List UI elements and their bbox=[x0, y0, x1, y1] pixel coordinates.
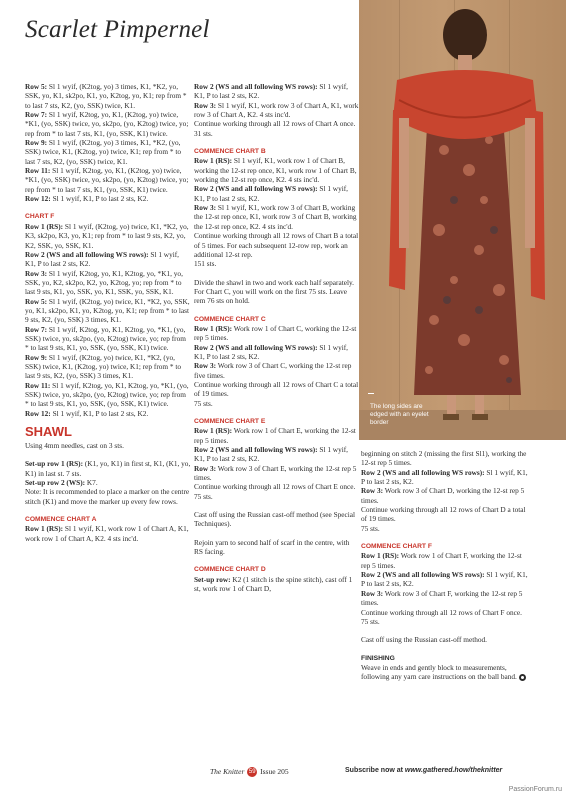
instruction-text: Continue working through all 12 rows of Chart C a total of 19 times. bbox=[194, 379, 359, 399]
instruction-text: Work row 3 of Chart D, working the 12-st rep 5 times. bbox=[361, 486, 525, 505]
instruction-text: Sl 1 wyif, K1, P to last 2 sts, K2. bbox=[50, 408, 149, 418]
instruction-paragraph bbox=[25, 487, 191, 506]
instruction-text: Sl 1 wyif, K1, work row 1 of Chart A, K1, work row 1 of Chart A, K2. 4 sts inc'd. bbox=[25, 524, 189, 543]
subsection-heading: COMMENCE CHART D bbox=[194, 566, 266, 574]
instruction-paragraph bbox=[25, 110, 191, 138]
instruction-paragraph bbox=[194, 399, 360, 408]
row-label: Row 1 (RS): bbox=[194, 156, 233, 166]
instruction-paragraph bbox=[361, 608, 531, 617]
page-footer bbox=[210, 767, 540, 777]
instruction-text: 31 sts. bbox=[194, 128, 213, 138]
instruction-paragraph bbox=[361, 635, 531, 644]
instruction-paragraph bbox=[194, 184, 360, 203]
subsection-heading: COMMENCE CHART A bbox=[25, 516, 97, 524]
magazine-name: The Knitter bbox=[210, 767, 245, 776]
row-label: Row 1 (RS): bbox=[194, 426, 233, 436]
instruction-paragraph bbox=[194, 426, 360, 445]
instruction-text: 75 sts. bbox=[361, 523, 380, 533]
instruction-paragraph bbox=[194, 278, 360, 306]
instruction-paragraph bbox=[194, 129, 360, 138]
instruction-paragraph bbox=[194, 82, 360, 101]
instruction-paragraph bbox=[25, 250, 191, 269]
instruction-text: Sl 1 wyif, K1, P to last 2 sts, K2. bbox=[25, 249, 179, 269]
instruction-text: Note: It is recommended to place a marker on the centre stitch (K1) and move the marker up every few rows. bbox=[25, 487, 190, 506]
instruction-text: (K1, yo, K1) in first st, K1, (K1, yo, K1) in last st. 7 sts. bbox=[25, 459, 191, 478]
subscribe-line bbox=[345, 767, 502, 774]
instruction-paragraph bbox=[194, 119, 360, 128]
section-heading: SHAWL bbox=[25, 424, 72, 440]
instruction-paragraph bbox=[361, 663, 531, 682]
instruction-text: Sl 1 wyif, K1, P to last 2 sts, K2. bbox=[194, 82, 348, 101]
instruction-paragraph bbox=[25, 478, 191, 487]
instruction-text: Work row 1 of Chart E, working the 12-st rep 5 times. bbox=[194, 426, 356, 445]
subsection-heading: COMMENCE CHART F bbox=[361, 543, 432, 551]
instruction-text: Cast off using the Russian cast-off method. bbox=[361, 635, 487, 645]
page-title: Scarlet Pimpernel bbox=[25, 16, 210, 43]
instruction-paragraph bbox=[194, 324, 360, 343]
row-label: Row 3: bbox=[194, 463, 217, 473]
row-label: Row 1 (RS): bbox=[25, 221, 64, 231]
instruction-paragraph bbox=[194, 203, 360, 231]
row-label: Row 9: bbox=[25, 352, 48, 362]
instruction-paragraph bbox=[25, 166, 191, 194]
instruction-text: Continue working through all 12 rows of Chart B a total of 5 times. For each subsequent 12-row rep, work an additional 12-st rep. bbox=[194, 231, 359, 259]
instruction-text: Sl 1 wyif, K2tog, yo, K1, K2tog, yo, *K1, (yo, SSK) twice, yo, sk2po, (yo, K2tog) twice, yo; rep from * to last 9 sts, K1, yo, SSK, (yo, SSK, K1) twice. bbox=[25, 324, 186, 353]
row-label: Row 2 (WS and all following WS rows): bbox=[361, 570, 485, 580]
row-label: Row 1 (RS): bbox=[25, 524, 64, 534]
instruction-paragraph bbox=[194, 492, 360, 501]
page-number-badge: 59 bbox=[248, 769, 256, 776]
instruction-text: Sl 1 wyif, K1, P to last 2 sts, K2. bbox=[194, 445, 348, 464]
instruction-text: Cast off using the Russian cast-off method (see Special Techniques). bbox=[194, 510, 356, 529]
instruction-text: Sl 1 wyif, K2tog, yo, K1, K2tog, yo, *K1, (yo, SSK) twice, yo, sk2po, (yo, K2tog) twice, yo; rep from * to last 9 sts, K1, yo, SSK, (yo, SSK, K1) twice. bbox=[25, 380, 189, 409]
row-label: Row 2 (WS and all following WS rows): bbox=[25, 249, 149, 259]
instruction-text: Sl 1 wyif, (K2tog, yo) twice, K1, *K2, (yo, SSK) twice, K1, (K2tog, yo) twice, K1; rep from * to last 9 sts, K2, (yo, SSK) 3 times, K1. bbox=[25, 352, 182, 381]
instruction-text: Sl 1 wyif, (K2tog, yo) 3 times, K1, *K2, yo, SSK, yo, K1, sk2po, K1, yo, K2tog, yo, K1; rep from * to last 7 sts, K2, (yo, SSK) twice, K1. bbox=[25, 82, 187, 110]
instruction-text: Sl 1 wyif, K2tog, yo, K1, K2tog, yo, *K1, yo, SSK, yo, K2, sk2po, K2, yo, K2tog, yo; rep from * to last 9 sts, K1, yo, SSK, yo, K1, SSK, yo, SSK, K1. bbox=[25, 268, 183, 297]
instruction-text: Work row 3 of Chart F, working the 12-st rep 5 times. bbox=[361, 588, 523, 608]
instruction-paragraph bbox=[25, 441, 191, 450]
instruction-paragraph bbox=[25, 409, 191, 418]
instruction-text: Sl 1 wyif, K1, work row 3 of Chart A, K1, work row 3 of Chart A, K2. 4 sts inc'd. bbox=[194, 100, 359, 120]
row-label: Row 2 (WS and all following WS rows): bbox=[361, 467, 485, 477]
instruction-paragraph bbox=[25, 194, 191, 203]
instruction-paragraph bbox=[25, 325, 191, 353]
instruction-text: Sl 1 wyif, K1, work row 1 of Chart B, working the 12-st rep once, K1, work row 1 of Chart B, working the 12-st rep once, K2. 4 sts inc'd. bbox=[194, 156, 357, 185]
row-label: Row 1 (RS): bbox=[194, 323, 233, 333]
instruction-text: K2 (1 stitch is the spine stitch), cast off 1 st, work row 1 of Chart D, bbox=[194, 574, 353, 594]
instruction-text: Divide the shawl in two and work each half separately. For Chart C, you will work on the first 75 sts. Leave rem 76 sts on hold. bbox=[194, 277, 355, 306]
instruction-text: Continue working through all 12 rows of Chart F once. bbox=[361, 607, 522, 617]
row-label: Row 2 (WS and all following WS rows): bbox=[194, 342, 318, 352]
instruction-paragraph bbox=[361, 468, 531, 487]
instruction-paragraph bbox=[194, 445, 360, 464]
row-label: Row 3: bbox=[25, 268, 48, 278]
instruction-paragraph bbox=[361, 486, 531, 505]
instruction-text: Sl 1 wyif, K1, work row 3 of Chart B, working the 12-st rep once, K1, work row 3 of Chart B, working the 12-st rep once, K2. 4 sts inc'd. bbox=[194, 203, 357, 231]
instruction-text: Sl 1 wyif, K1, P to last 2 sts, K2. bbox=[194, 184, 348, 203]
instruction-paragraph bbox=[25, 381, 191, 409]
instruction-paragraph bbox=[25, 524, 191, 543]
instruction-paragraph bbox=[25, 138, 191, 166]
instruction-paragraph bbox=[194, 101, 360, 120]
instructions-column-1 bbox=[25, 82, 191, 543]
row-label: Row 5: bbox=[25, 296, 48, 306]
instruction-text: Work row 1 of Chart F, working the 12-st rep 5 times. bbox=[361, 551, 522, 570]
instruction-paragraph bbox=[361, 589, 531, 608]
watermark: PassionForum.ru bbox=[508, 786, 562, 793]
instruction-text: Sl 1 wyif, (K2tog, yo) twice, K1, *K2, yo, SSK, yo, K1, sk2po, K1, yo, K2tog, yo, K1; rep from * to last 9 sts, K2, (yo, SSK) 3 times, K1. bbox=[25, 296, 190, 325]
row-label: Row 2 (WS and all following WS rows): bbox=[194, 82, 318, 91]
end-mark-icon bbox=[519, 674, 526, 681]
instruction-paragraph bbox=[361, 551, 531, 570]
instructions-column-3 bbox=[361, 449, 531, 682]
instruction-text: Continue working through all 12 rows of Chart A once. bbox=[194, 119, 356, 129]
instruction-paragraph bbox=[25, 269, 191, 297]
instruction-text: Sl 1 wyif, K1, P to last 2 sts, K2. bbox=[194, 342, 348, 361]
instruction-paragraph bbox=[194, 380, 360, 399]
instruction-paragraph bbox=[194, 510, 360, 529]
row-label: Row 11: bbox=[25, 380, 51, 390]
instruction-text: K7. bbox=[85, 478, 98, 488]
instruction-paragraph bbox=[194, 464, 360, 483]
instruction-paragraph bbox=[361, 449, 531, 468]
instruction-paragraph bbox=[194, 482, 360, 491]
subscribe-prefix: Subscribe now at bbox=[345, 767, 405, 774]
instruction-text: 151 sts. bbox=[194, 259, 217, 269]
instruction-text: Sl 1 wyif, K2tog, yo, K1, (K2tog, yo) twice, *K1, (yo, SSK) twice, yo, sk2po, (yo, K2tog) twice, yo; rep from * to last 7 sts, K1, (yo, SSK, K1) twice. bbox=[25, 110, 189, 138]
row-label: Row 7: bbox=[25, 110, 48, 120]
row-label: Row 5: bbox=[25, 82, 48, 91]
instruction-text: Sl 1 wyif, K1, P to last 2 sts, K2. bbox=[361, 570, 528, 589]
instruction-text: 75 sts. bbox=[361, 616, 380, 626]
instruction-paragraph bbox=[25, 297, 191, 325]
instruction-text: 75 sts. bbox=[194, 491, 213, 501]
instruction-text: Weave in ends and gently block to measurements, following any yarn care instructions on the ball band. bbox=[361, 662, 517, 682]
instruction-text: Sl 1 wyif, K2tog, yo, K1, (K2tog, yo) twice, *K1, (yo, SSK) twice, yo, sk2po, (yo, K2tog) twice, yo; rep from * to last 7 sts, K1, (yo, SSK, K1) twice. bbox=[25, 166, 189, 194]
row-label: Row 7: bbox=[25, 324, 48, 334]
instruction-paragraph bbox=[361, 505, 531, 524]
row-label: Row 11: bbox=[25, 166, 51, 176]
row-label: Set-up row: bbox=[194, 574, 231, 584]
row-label: Row 2 (WS and all following WS rows): bbox=[194, 445, 318, 455]
issue-number: Issue 205 bbox=[260, 767, 289, 776]
instruction-paragraph bbox=[194, 231, 360, 259]
subsection-heading: COMMENCE CHART C bbox=[194, 315, 266, 323]
instruction-text: Using 4mm needles, cast on 3 sts. bbox=[25, 441, 124, 451]
row-label: Set-up row 1 (RS): bbox=[25, 459, 84, 469]
row-label: Row 3: bbox=[361, 588, 384, 598]
subsection-heading: COMMENCE CHART E bbox=[194, 418, 266, 425]
instruction-paragraph bbox=[25, 222, 191, 250]
instruction-paragraph bbox=[194, 156, 360, 184]
row-label: Row 3: bbox=[361, 486, 384, 496]
instruction-text: Sl 1 wyif, (K2tog, yo) 3 times, K1, *K2, (yo, SSK) twice, K1, (K2tog, yo) twice, K1; rep from * to last 7 sts, K2, (yo, SSK) twice, K1. bbox=[25, 138, 182, 166]
instruction-text: Rejoin yarn to second half of scarf in the centre, with RS facing. bbox=[194, 537, 350, 557]
row-label: Row 3: bbox=[194, 100, 217, 110]
instruction-paragraph bbox=[25, 353, 191, 381]
row-label: Row 3: bbox=[194, 203, 217, 213]
instruction-text: Continue working through all 12 rows of Chart D a total of 19 times. bbox=[361, 505, 526, 524]
instruction-paragraph bbox=[361, 524, 531, 533]
instruction-text: beginning on stitch 2 (missing the first Sl1), working the 12-st rep 5 times. bbox=[361, 449, 527, 468]
model-photo bbox=[359, 0, 566, 440]
instruction-text: Sl 1 wyif, K1, P to last 2 sts, K2. bbox=[50, 194, 149, 204]
subscribe-link[interactable]: www.gathered.how/theknitter bbox=[404, 767, 503, 774]
instruction-paragraph bbox=[25, 82, 191, 110]
instruction-paragraph bbox=[194, 538, 360, 557]
instruction-paragraph bbox=[361, 570, 531, 589]
instruction-text: Work row 3 of Chart C, working the 12-st rep five times. bbox=[194, 361, 352, 380]
instruction-paragraph bbox=[194, 343, 360, 362]
row-label: Row 12: bbox=[25, 408, 51, 418]
row-label: Row 3: bbox=[194, 361, 217, 371]
row-label: Row 1 (RS): bbox=[361, 551, 400, 561]
photo-caption: The long sides are edged with an eyelet border bbox=[370, 403, 429, 426]
instruction-text: Continue working through all 12 rows of Chart E once. bbox=[194, 482, 356, 492]
instruction-paragraph bbox=[361, 617, 531, 626]
instruction-text: Work row 3 of Chart E, working the 12-st rep 5 times. bbox=[194, 463, 357, 483]
instruction-paragraph bbox=[194, 575, 360, 594]
instruction-paragraph bbox=[194, 361, 360, 380]
instruction-paragraph bbox=[25, 459, 191, 478]
instructions-column-2 bbox=[194, 82, 360, 594]
row-label: Row 2 (WS and all following WS rows): bbox=[194, 184, 318, 194]
instruction-text: 75 sts. bbox=[194, 398, 213, 408]
row-label: Row 9: bbox=[25, 138, 48, 148]
instruction-text: Work row 1 of Chart C, working the 12-st rep 5 times. bbox=[194, 323, 357, 343]
subsection-heading: CHART F bbox=[25, 213, 55, 221]
instruction-text: Sl 1 wyif, K1, P to last 2 sts, K2. bbox=[361, 467, 528, 487]
instruction-paragraph bbox=[194, 259, 360, 268]
row-label: Row 12: bbox=[25, 194, 51, 204]
subsection-heading: COMMENCE CHART B bbox=[194, 148, 266, 156]
caption-rule bbox=[368, 393, 374, 394]
row-label: Set-up row 2 (WS): bbox=[25, 478, 86, 488]
subsection-heading: FINISHING bbox=[361, 654, 395, 662]
instruction-text: Sl 1 wyif, (K2tog, yo) twice, K1, *K2, yo, K3, sk2po, K3, yo, K1; rep from * to last 9 sts, K2, yo, K2, SSK, yo, SSK, K1. bbox=[25, 221, 189, 250]
